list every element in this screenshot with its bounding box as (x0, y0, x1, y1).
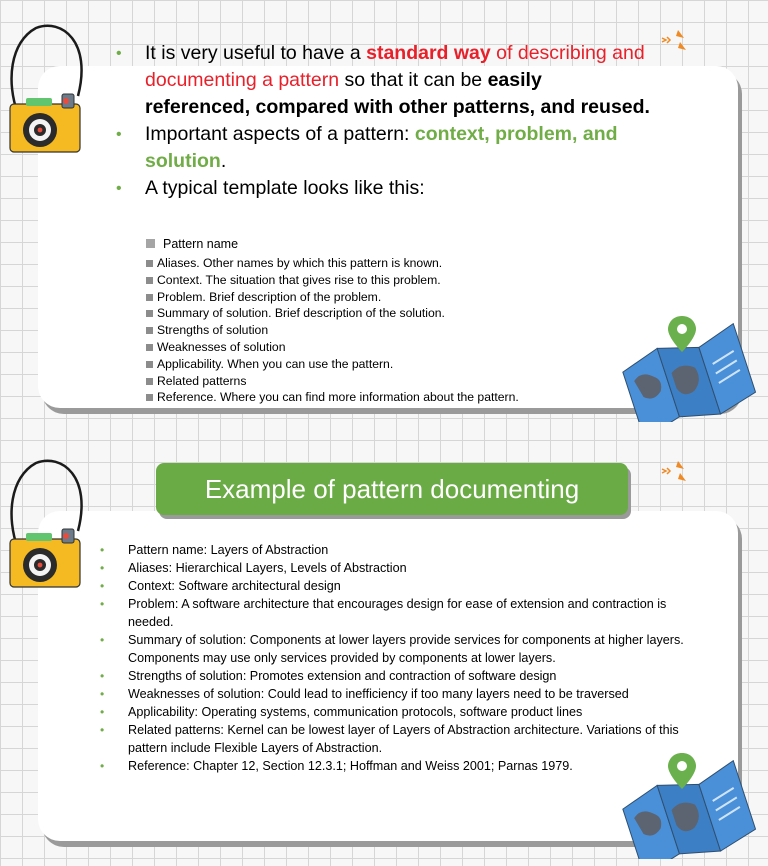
camera-icon (4, 457, 84, 597)
list-item (100, 577, 710, 595)
emphasis-text: of describing and documenting a pattern (145, 42, 645, 91)
sparkle-icon (660, 459, 690, 483)
template-item (146, 389, 616, 406)
text: . (220, 150, 227, 172)
description-bullets (112, 40, 652, 202)
bullet-dot-icon: • (116, 45, 122, 62)
list-item (100, 541, 710, 559)
list-item-text: Reference: Chapter 12, Section 12.3.1; Hoffman and Weiss 2001; Parnas 1979. (128, 759, 573, 773)
template-item (146, 373, 616, 390)
square-bullet-icon (146, 394, 153, 401)
bullet-important-aspects (112, 121, 652, 175)
slide-pattern-example (0, 433, 768, 866)
template-item-text: Weaknesses of solution (157, 339, 286, 354)
list-item (100, 631, 710, 667)
bullet-dot-icon: • (100, 687, 105, 701)
list-item (100, 595, 710, 631)
emphasis-text: standard way (366, 42, 491, 64)
template-item (146, 255, 616, 272)
bullet-dot-icon: • (116, 180, 122, 197)
slide-title-banner (156, 463, 628, 515)
bullet-standard-way (112, 40, 652, 121)
text: It is very useful to have a (145, 42, 367, 64)
bullet-dot-icon: • (116, 126, 122, 143)
template-item-text: Reference. Where you can find more information about the pattern. (157, 390, 519, 405)
list-item (100, 667, 710, 685)
square-bullet-icon (146, 260, 153, 267)
text: Important aspects of a pattern: (145, 123, 415, 145)
square-bullet-icon (146, 277, 153, 284)
template-item-text: Problem. Brief description of the problem. (157, 289, 382, 304)
list-item (100, 703, 710, 721)
bullet-dot-icon: • (100, 561, 105, 575)
template-item-text: Applicability. When you can use the pattern. (157, 356, 394, 371)
square-bullet-icon (146, 344, 153, 351)
bullet-dot-icon: • (100, 597, 105, 611)
template-item-text: Related patterns (157, 373, 247, 388)
list-item (100, 721, 710, 757)
list-item-text: Pattern name: Layers of Abstraction (128, 543, 329, 557)
list-item-text: Context: Software architectural design (128, 579, 341, 593)
slide-title: Example of pattern documenting (204, 474, 580, 504)
bullet-dot-icon: • (100, 543, 105, 557)
template-item-text: Aliases. Other names by which this pattern is known. (157, 256, 443, 270)
square-bullet-icon (146, 378, 153, 385)
map-pin-icon (668, 316, 696, 352)
bullet-dot-icon: • (100, 723, 105, 737)
template-item (146, 356, 616, 373)
square-bullet-icon (146, 327, 153, 334)
map-icon (618, 312, 758, 422)
template-item (146, 272, 616, 289)
list-item-text: Strengths of solution: Promotes extension and contraction of software design (128, 669, 557, 683)
bullet-dot-icon: • (100, 759, 105, 773)
template-item (146, 339, 616, 356)
template-heading-text: Pattern name (163, 237, 239, 251)
text: so that it can be (339, 69, 488, 91)
bullet-dot-icon: • (100, 705, 105, 719)
template-item-text: Strengths of solution (157, 323, 269, 338)
sparkle-icon (660, 28, 690, 52)
bullet-typical-template (112, 175, 652, 202)
bullet-dot-icon: • (100, 579, 105, 593)
bullet-dot-icon: • (100, 669, 105, 683)
list-item (100, 757, 710, 775)
emphasis-text: context, problem, and solution (145, 123, 618, 172)
template-item (146, 305, 616, 322)
template-item (146, 289, 616, 306)
template-list (146, 236, 616, 406)
template-item (146, 322, 616, 339)
text: A typical template looks like this: (145, 177, 425, 199)
list-item (100, 685, 710, 703)
list-item-text: Related patterns: Kernel can be lowest layer of Layers of Abstraction architecture. Variations of this pattern include Flexible Layers of Abstraction. (128, 723, 679, 755)
template-item-text: Context. The situation that gives rise to this problem. (157, 272, 441, 287)
square-bullet-icon (146, 361, 153, 368)
list-item-text: Weaknesses of solution: Could lead to inefficiency if too many layers need to be traversed (128, 687, 629, 701)
camera-icon (4, 22, 84, 162)
template-item-text: Summary of solution. Brief description of the solution. (157, 306, 445, 321)
list-item-text: Summary of solution: Components at lower layers provide services for components at higher layers. Components may use only services provided by components at lower layers. (128, 633, 684, 665)
list-item (100, 559, 710, 577)
list-item-text: Aliases: Hierarchical Layers, Levels of Abstraction (128, 561, 407, 575)
list-item-text: Applicability: Operating systems, communication protocols, software product lines (128, 705, 583, 719)
square-bullet-icon (146, 239, 155, 248)
square-bullet-icon (146, 294, 153, 301)
list-item-text: Problem: A software architecture that encourages design for ease of extension and contraction is needed. (128, 597, 667, 629)
bullet-dot-icon: • (100, 633, 105, 647)
example-bullets (100, 541, 710, 775)
template-items (146, 255, 616, 406)
template-heading (146, 236, 616, 252)
bold-text: easily referenced, compared with other patterns, and reused. (145, 69, 650, 118)
square-bullet-icon (146, 310, 153, 317)
